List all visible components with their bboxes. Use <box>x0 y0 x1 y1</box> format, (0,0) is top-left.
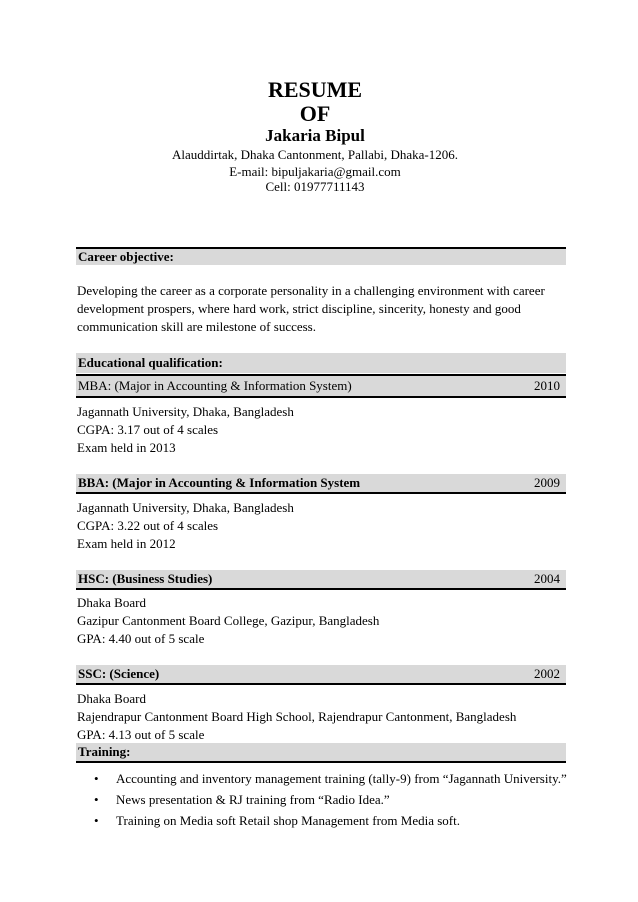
section-heading-training-label: Training: <box>78 744 131 759</box>
education-details-hsc <box>77 594 557 648</box>
detail-line: GPA: 4.40 out of 5 scale <box>77 631 205 646</box>
detail-line: Jagannath University, Dhaka, Bangladesh <box>77 500 294 515</box>
list-item <box>94 768 574 789</box>
bullet-icon: • <box>94 813 99 828</box>
detail-line: GPA: 4.13 out of 5 scale <box>77 727 205 742</box>
candidate-email: E-mail: bipuljakaria@gmail.com <box>229 164 401 179</box>
education-entry-mba <box>76 374 566 398</box>
section-heading-education <box>76 353 566 373</box>
training-item: Accounting and inventory management training (tally-9) from “Jagannath University.” <box>116 771 567 786</box>
list-item <box>94 789 574 810</box>
detail-line: Exam held in 2013 <box>77 440 176 455</box>
section-heading-education-label: Educational qualification: <box>78 355 223 370</box>
degree-year: 2010 <box>534 378 560 393</box>
bullet-icon: • <box>94 771 99 786</box>
list-item <box>94 810 574 831</box>
candidate-address: Alauddirtak, Dhaka Cantonment, Pallabi, Dhaka-1206. <box>172 147 458 162</box>
section-heading-training <box>76 743 566 763</box>
detail-line: Dhaka Board <box>77 595 146 610</box>
degree-title: SSC: (Science) <box>78 666 160 681</box>
education-entry-bba <box>76 474 566 494</box>
degree-year: 2009 <box>534 475 560 490</box>
degree-title: MBA: (Major in Accounting & Information System) <box>78 378 352 393</box>
career-objective-text <box>77 282 557 336</box>
degree-title: HSC: (Business Studies) <box>78 571 213 586</box>
degree-year: 2004 <box>534 571 560 586</box>
training-list <box>94 768 574 831</box>
career-line: Developing the career as a corporate personality in a challenging environment with career <box>77 283 545 298</box>
education-entry-hsc <box>76 570 566 590</box>
education-details-ssc <box>77 690 557 744</box>
candidate-name: Jakaria Bipul <box>265 126 365 145</box>
training-item: Training on Media soft Retail shop Management from Media soft. <box>116 813 460 828</box>
detail-line: Jagannath University, Dhaka, Bangladesh <box>77 404 294 419</box>
title-resume: RESUME <box>267 77 363 102</box>
degree-title: BBA: (Major in Accounting & Information System <box>78 475 361 490</box>
candidate-cell: Cell: 01977711143 <box>265 179 365 194</box>
detail-line: Dhaka Board <box>77 691 146 706</box>
detail-line: CGPA: 3.22 out of 4 scales <box>77 518 219 533</box>
title-of: OF <box>299 101 331 126</box>
section-heading-career <box>76 247 566 265</box>
education-details-bba <box>77 499 557 553</box>
bullet-icon: • <box>94 792 99 807</box>
detail-line: Rajendrapur Cantonment Board High School, Rajendrapur Cantonment, Bangladesh <box>77 709 517 724</box>
detail-line: Exam held in 2012 <box>77 536 176 551</box>
training-item: News presentation & RJ training from “Radio Idea.” <box>116 792 390 807</box>
detail-line: Gazipur Cantonment Board College, Gazipur, Bangladesh <box>77 613 380 628</box>
detail-line: CGPA: 3.17 out of 4 scales <box>77 422 219 437</box>
education-entry-ssc <box>76 665 566 685</box>
education-details-mba <box>77 403 557 457</box>
section-heading-career-label: Career objective: <box>78 249 174 264</box>
degree-year: 2002 <box>534 666 560 681</box>
career-line: development prospers, where hard work, strict discipline, sincerity, honesty and good <box>77 301 521 316</box>
career-line: communication skill are milestone of success. <box>77 319 316 334</box>
